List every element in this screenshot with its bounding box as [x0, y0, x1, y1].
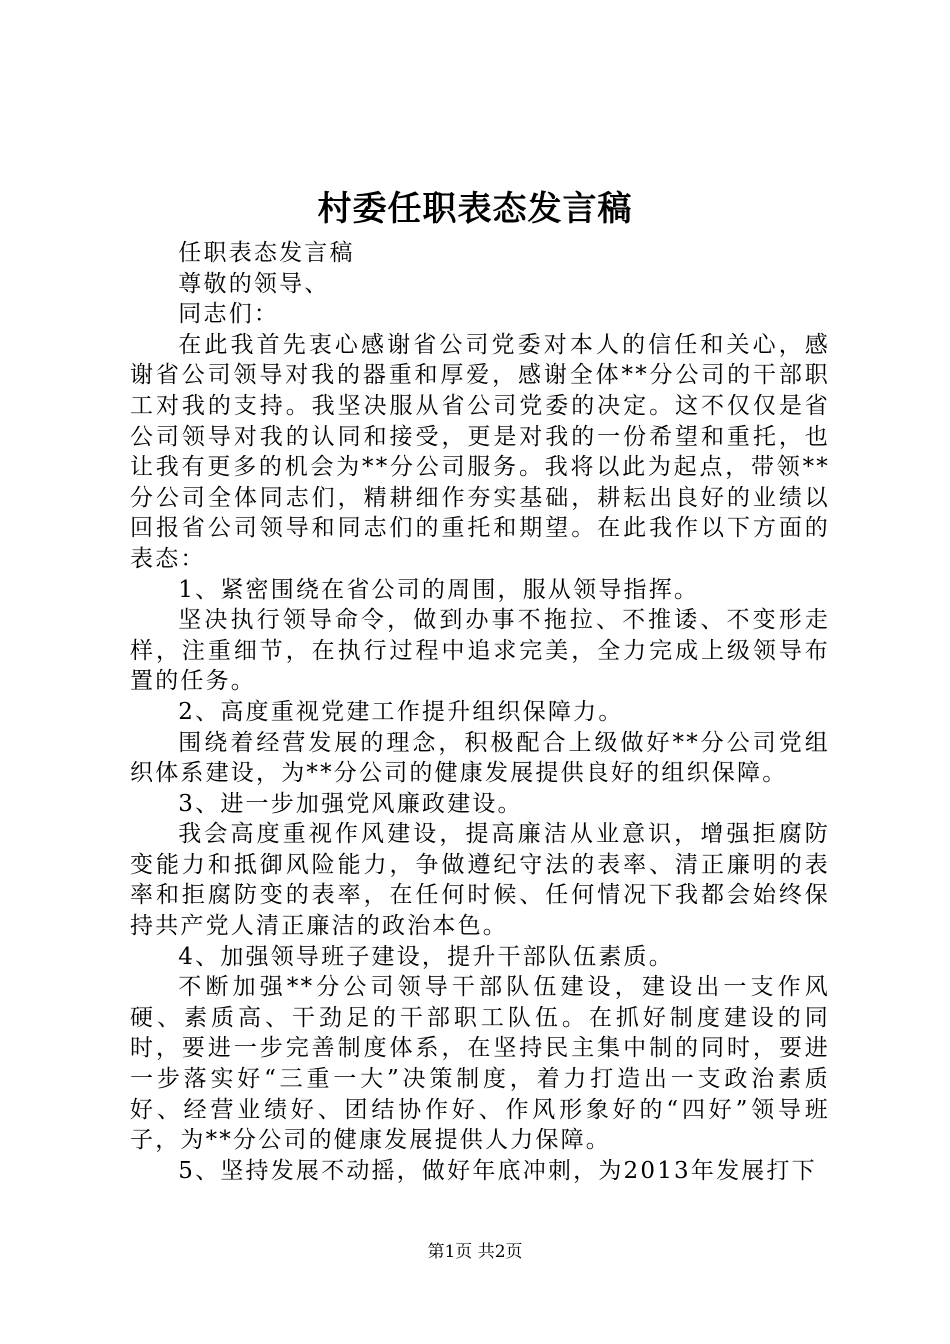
paragraph-point-4-detail: 不断加强**分公司领导干部队伍建设，建设出一支作风硬、素质高、干劲足的干部职工队伍。在抓好制度建设的同时，要进一步完善制度体系，在坚持民主集中制的同时，要进一步落实好“三重一大”决策制度，着力打造出一支政治素质好、经营业绩好、团结协作好、作风形象好的“四好”领导班子，为**分公司的健康发展提供人力保障。	[130, 974, 830, 1154]
paragraph-salutation-1: 尊敬的领导、	[178, 270, 330, 297]
paragraph-point-1-detail: 坚决执行领导命令，做到办事不拖拉、不推诿、不变形走样，注重细节，在执行过程中追求完美，全力完成上级领导布置的任务。	[130, 607, 830, 695]
paragraph-heading: 任职表态发言稿	[178, 240, 355, 266]
paragraph-point-2-detail: 围绕着经营发展的理念，积极配合上级做好**分公司党组织体系建设，为**分公司的健康发展提供良好的组织保障。	[130, 729, 830, 787]
paragraph-point-3: 3、进一步加强党风廉政建设。	[178, 790, 523, 817]
page-footer: 第1页 共2页	[427, 1242, 523, 1262]
document-title: 村委任职表态发言稿	[317, 189, 633, 229]
paragraph-intro: 在此我首先衷心感谢省公司党委对本人的信任和关心，感谢省公司领导对我的器重和厚爱，感谢全体**分公司的干部职工对我的支持。我坚决服从省公司党委的决定。这不仅仅是省公司领导对我的认同和接受，更是对我的一份希望和重托，也让我有更多的机会为**分公司服务。我将以此为起点，带领**分公司全体同志们，精耕细作夯实基础，耕耘出良好的业绩以回报省公司领导和同志们的重托和期望。在此我作以下方面的表态：	[130, 331, 830, 572]
paragraph-point-3-detail: 我会高度重视作风建设，提高廉洁从业意识，增强拒腐防变能力和抵御风险能力，争做遵纪守法的表率、清正廉明的表率和拒腐防变的表率，在任何时候、任何情况下我都会始终保持共产党人清正廉洁的政治本色。	[130, 821, 830, 940]
document-body	[130, 238, 830, 1186]
paragraph-point-1: 1、紧密围绕在省公司的周围，服从领导指挥。	[178, 576, 700, 603]
paragraph-point-4: 4、加强领导班子建设，提升干部队伍素质。	[178, 943, 674, 970]
paragraph-point-5: 5、坚持发展不动摇，做好年底冲刺，为2013年发展打下	[178, 1157, 817, 1184]
paragraph-salutation-2: 同志们：	[178, 301, 280, 328]
paragraph-point-2: 2、高度重视党建工作提升组织保障力。	[178, 698, 624, 725]
